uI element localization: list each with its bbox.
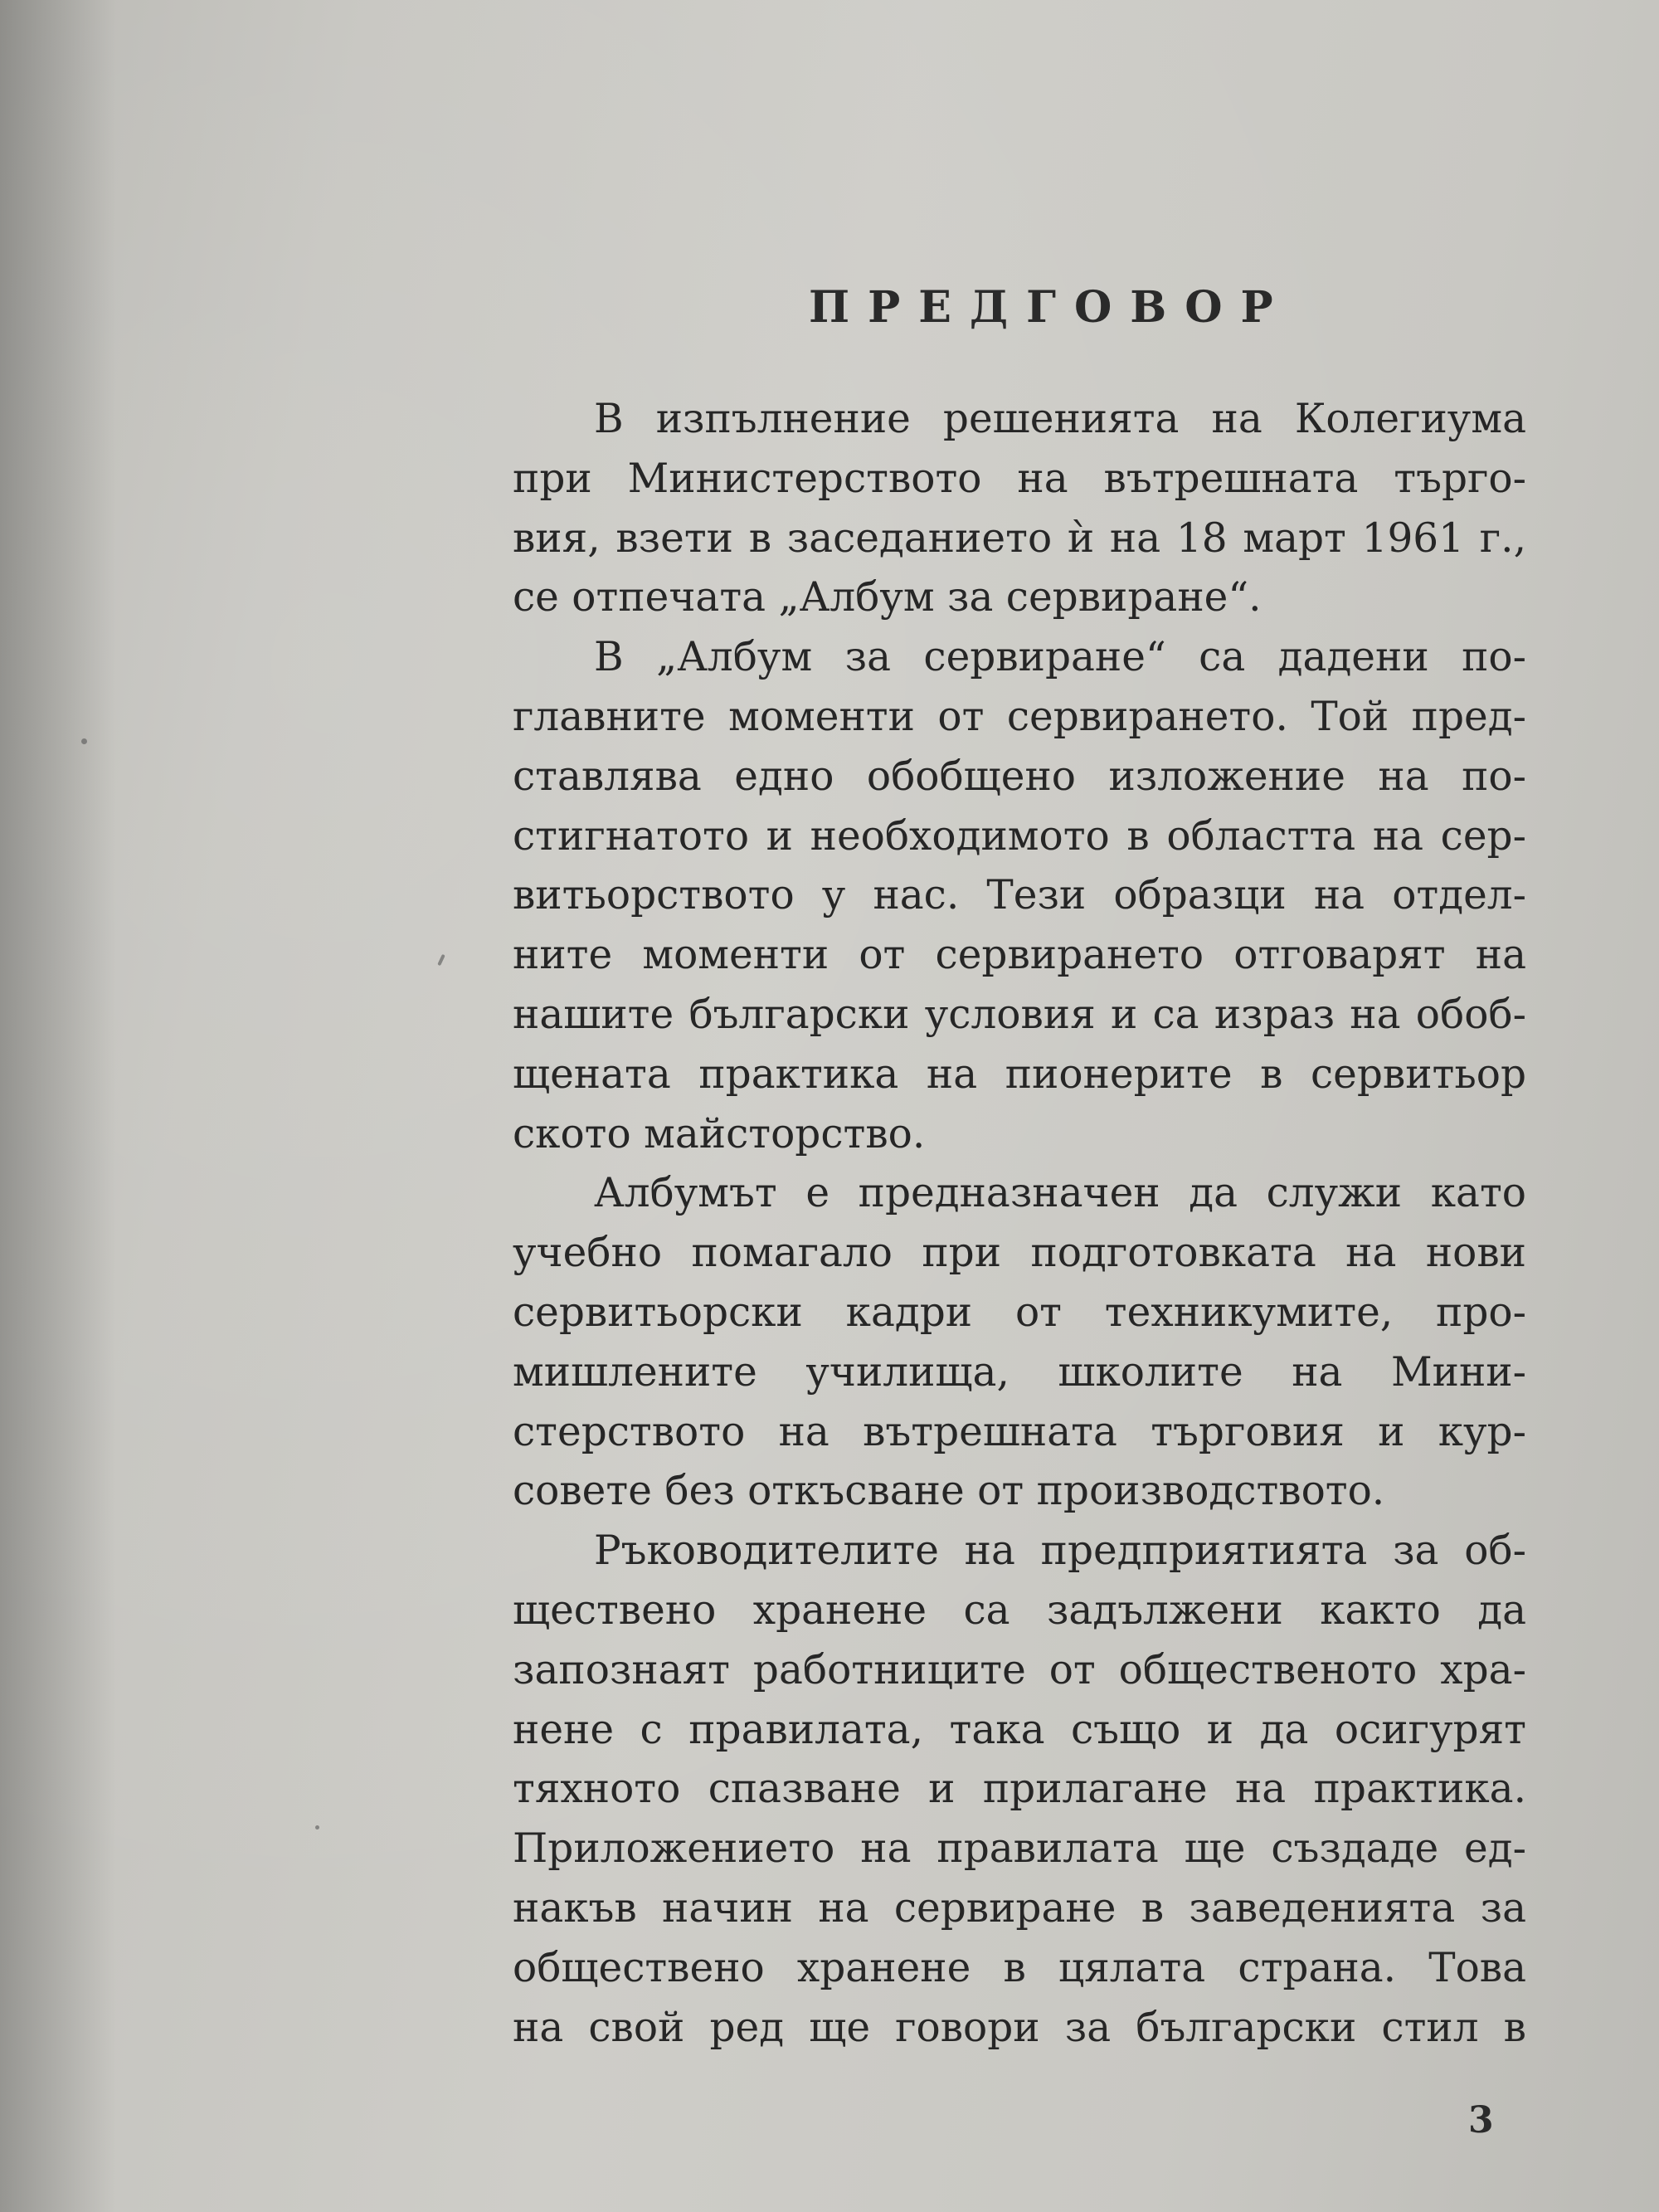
text-line: стерството на вътрешната търговия и кур- [513, 1408, 1526, 1455]
text-line: сервитьорски кадри от техникумите, про- [513, 1289, 1526, 1336]
text-line: В изпълнение решенията на Колегиума [594, 396, 1526, 442]
paper-speck [315, 1825, 319, 1830]
text-line: вия, взети в заседанието ѝ на 18 март 1961 г., [513, 514, 1526, 562]
text-line: ните моменти от сервирането отговарят на [513, 932, 1526, 979]
text-line: Приложението на правилата ще създаде ед- [513, 1825, 1526, 1873]
text-line: Ръководителите на предприятията за об- [594, 1527, 1526, 1575]
page-fold-shadow [0, 0, 116, 2212]
text-line: тяхното спазване и прилагане на практика. [513, 1766, 1526, 1813]
paragraph-4 [513, 1522, 1526, 2058]
text-line: В „Албум за сервиране“ са дадени по- [594, 634, 1526, 681]
text-line: обществено хранене в цялата страна. Това [513, 1944, 1526, 1991]
text-line: накъв начин на сервиране в заведенията за [513, 1884, 1526, 1932]
text-line: совете без откъсване от производството. [513, 1468, 1385, 1515]
text-line: стигнатото и необходимото в областта на сер- [513, 812, 1526, 860]
text-line: се отпечата „Албум за сервиране“. [513, 574, 1262, 621]
paper-speck [81, 738, 87, 744]
text-line: при Министерството на вътрешната търго- [513, 455, 1526, 502]
paragraph-2 [513, 628, 1526, 1164]
text-line: мишлените училища, школите на Мини- [513, 1348, 1526, 1396]
body-text [513, 390, 1526, 2058]
text-line: ското майсторство. [513, 1110, 926, 1157]
text-line: щената практика на пионерите в сервитьор [513, 1050, 1526, 1098]
text-line: ществено хранене са задължени както да [513, 1586, 1526, 1634]
page-number: 3 [1468, 2099, 1494, 2141]
text-line: главните моменти от сервирането. Той пред- [513, 693, 1526, 740]
text-line: витьорството у нас. Тези образци на отдел- [513, 872, 1526, 919]
paragraph-1 [513, 390, 1526, 628]
text-line: запознаят работниците от общественото хра- [513, 1646, 1526, 1693]
text-line: нене с правилата, така също и да осигурят [513, 1706, 1526, 1753]
text-line: учебно помагало при подготовката на нови [513, 1230, 1526, 1277]
text-line: ставлява едно обобщено изложение на по- [513, 753, 1526, 800]
paper-speck [437, 954, 445, 966]
page-title: ПРЕДГОВОР [809, 282, 1292, 333]
text-line: на свой ред ще говори за български стил в [513, 2004, 1526, 2051]
paragraph-3 [513, 1164, 1526, 1522]
text-line: нашите български условия и са израз на обоб- [513, 991, 1526, 1038]
text-line: Албумът е предназначен да служи като [594, 1170, 1526, 1217]
